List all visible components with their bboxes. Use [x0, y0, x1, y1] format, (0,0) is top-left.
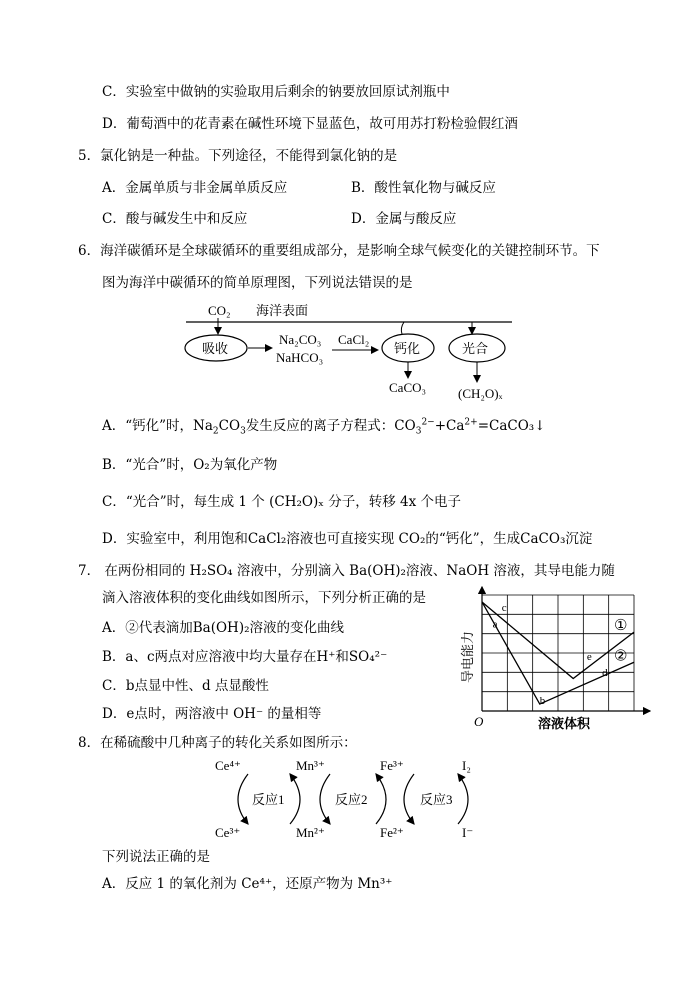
- q6-option-b: B．“光合”时，O₂为氧化产物: [102, 457, 278, 473]
- reaction3-label: 反应3: [420, 792, 453, 807]
- q7-option-b: B．a、c两点对应溶液中均大量存在H⁺和SO₄²⁻: [102, 649, 388, 665]
- q7-option-d: D．e点时，两溶液中 OH⁻ 的量相等: [102, 706, 322, 722]
- ion-conversion-diagram: [210, 752, 510, 844]
- fe2-ion: Fe²⁺: [380, 825, 404, 840]
- reaction1-label: 反应1: [252, 792, 285, 807]
- ocean-surface-label: 海洋表面: [256, 303, 309, 318]
- reaction2-label: 反应2: [335, 792, 368, 807]
- q7-stem-line1: 7． 在两份相同的 H₂SO₄ 溶液中，分别滴入 Ba(OH)₂溶液、NaOH 溶液，其导电能力随: [78, 563, 615, 579]
- ce3-ion: Ce³⁺: [215, 825, 241, 840]
- q4-option-d: D．葡萄酒中的花青素在碱性环境下显蓝色，故可用苏打粉检验假红酒: [102, 116, 518, 132]
- origin-label: O: [474, 714, 484, 729]
- mn3-ion: Mn³⁺: [296, 758, 325, 773]
- q5-option-c: C．酸与碱发生中和反应: [102, 211, 248, 227]
- y-axis-label: 导电能力: [460, 630, 475, 683]
- iodide-ion: I⁻: [462, 825, 474, 840]
- point-label-d: d: [602, 667, 608, 680]
- nahco3-label: NaHCO₃: [276, 350, 324, 365]
- mn2-ion: Mn²⁺: [296, 825, 325, 840]
- q6-stem-line1: 6．海洋碳循环是全球碳循环的重要组成部分，是影响全球气候变化的关键控制环节。下: [78, 243, 600, 259]
- q6-stem-line2: 图为海洋中碳循环的简单原理图，下列说法错误的是: [102, 275, 413, 291]
- r2-right-arc: [376, 774, 386, 824]
- caco3-label: CaCO₃: [389, 380, 427, 395]
- i2-molecule: I₂: [462, 758, 471, 773]
- x-axis-label: 溶液体积: [538, 716, 591, 731]
- fe3-ion: Fe³⁺: [380, 758, 404, 773]
- point-label-b: b: [539, 695, 546, 708]
- q5-stem: 5．氯化钠是一种盐。下列途径，不能得到氯化钠的是: [78, 148, 398, 164]
- q6-option-c: C．“光合”时，每生成 1 个 (CH₂O)ₓ 分子，转移 4x 个电子: [102, 494, 462, 510]
- q7-option-a: A．②代表滴加Ba(OH)₂溶液的变化曲线: [102, 620, 345, 636]
- series-label-1: ①: [614, 618, 628, 635]
- q6-option-d: D．实验室中，利用饱和CaCl₂溶液也可直接实现 CO₂的“钙化”，生成CaCO₃沉淀: [102, 531, 593, 547]
- q8-sub-stem: 下列说法正确的是: [102, 849, 210, 865]
- point-label-e: e: [586, 650, 592, 663]
- cacl2-label: CaCl₂: [338, 332, 370, 347]
- r1-left-arc: [238, 774, 248, 824]
- point-label-a: a: [492, 618, 498, 631]
- q7-stem-line2: 滴入溶液体积的变化曲线如图所示，下列分析正确的是: [102, 590, 426, 606]
- q6-option-a: A．“钙化”时，$Na_2CO_3$发生反应的离子方程式：$CO_3^{2-}+Ca^{2+}=CaCO_3↓$: [102, 417, 546, 437]
- na2co3-label: Na₂CO₃: [279, 332, 322, 347]
- point-label-c: c: [501, 602, 507, 615]
- q4-option-c: C．实验室中做钠的实验取用后剩余的钠要放回原试剂瓶中: [102, 84, 450, 100]
- carbon-cycle-diagram: [180, 298, 520, 404]
- photosynthesis-label: 光合: [462, 341, 489, 356]
- series-label-2: ②: [614, 648, 628, 665]
- calcify-input-curve: [401, 322, 404, 334]
- ce4-ion: Ce⁴⁺: [215, 758, 241, 773]
- q7-option-c: C．b点显中性、d 点显酸性: [102, 678, 269, 694]
- ch2o-label: (CH₂O)ₓ: [458, 386, 503, 401]
- r3-left-arc: [404, 774, 414, 824]
- r2-left-arc: [320, 774, 330, 824]
- co2-label: CO₂: [208, 303, 231, 318]
- calcify-label: 钙化: [394, 341, 421, 356]
- absorb-label: 吸收: [202, 341, 229, 356]
- q5-option-a: A．金属单质与非金属单质反应: [102, 180, 288, 196]
- q8-option-a: A．反应 1 的氧化剂为 Ce⁴⁺，还原产物为 Mn³⁺: [102, 876, 393, 892]
- q5-option-d: D．金属与酸反应: [351, 211, 457, 227]
- q5-option-b: B．酸性氧化物与碱反应: [351, 180, 496, 196]
- r3-right-arc: [458, 774, 468, 824]
- q8-stem: 8．在稀硫酸中几种离子的转化关系如图所示：: [78, 735, 357, 751]
- r1-right-arc: [290, 774, 300, 824]
- conductivity-chart: [458, 583, 658, 733]
